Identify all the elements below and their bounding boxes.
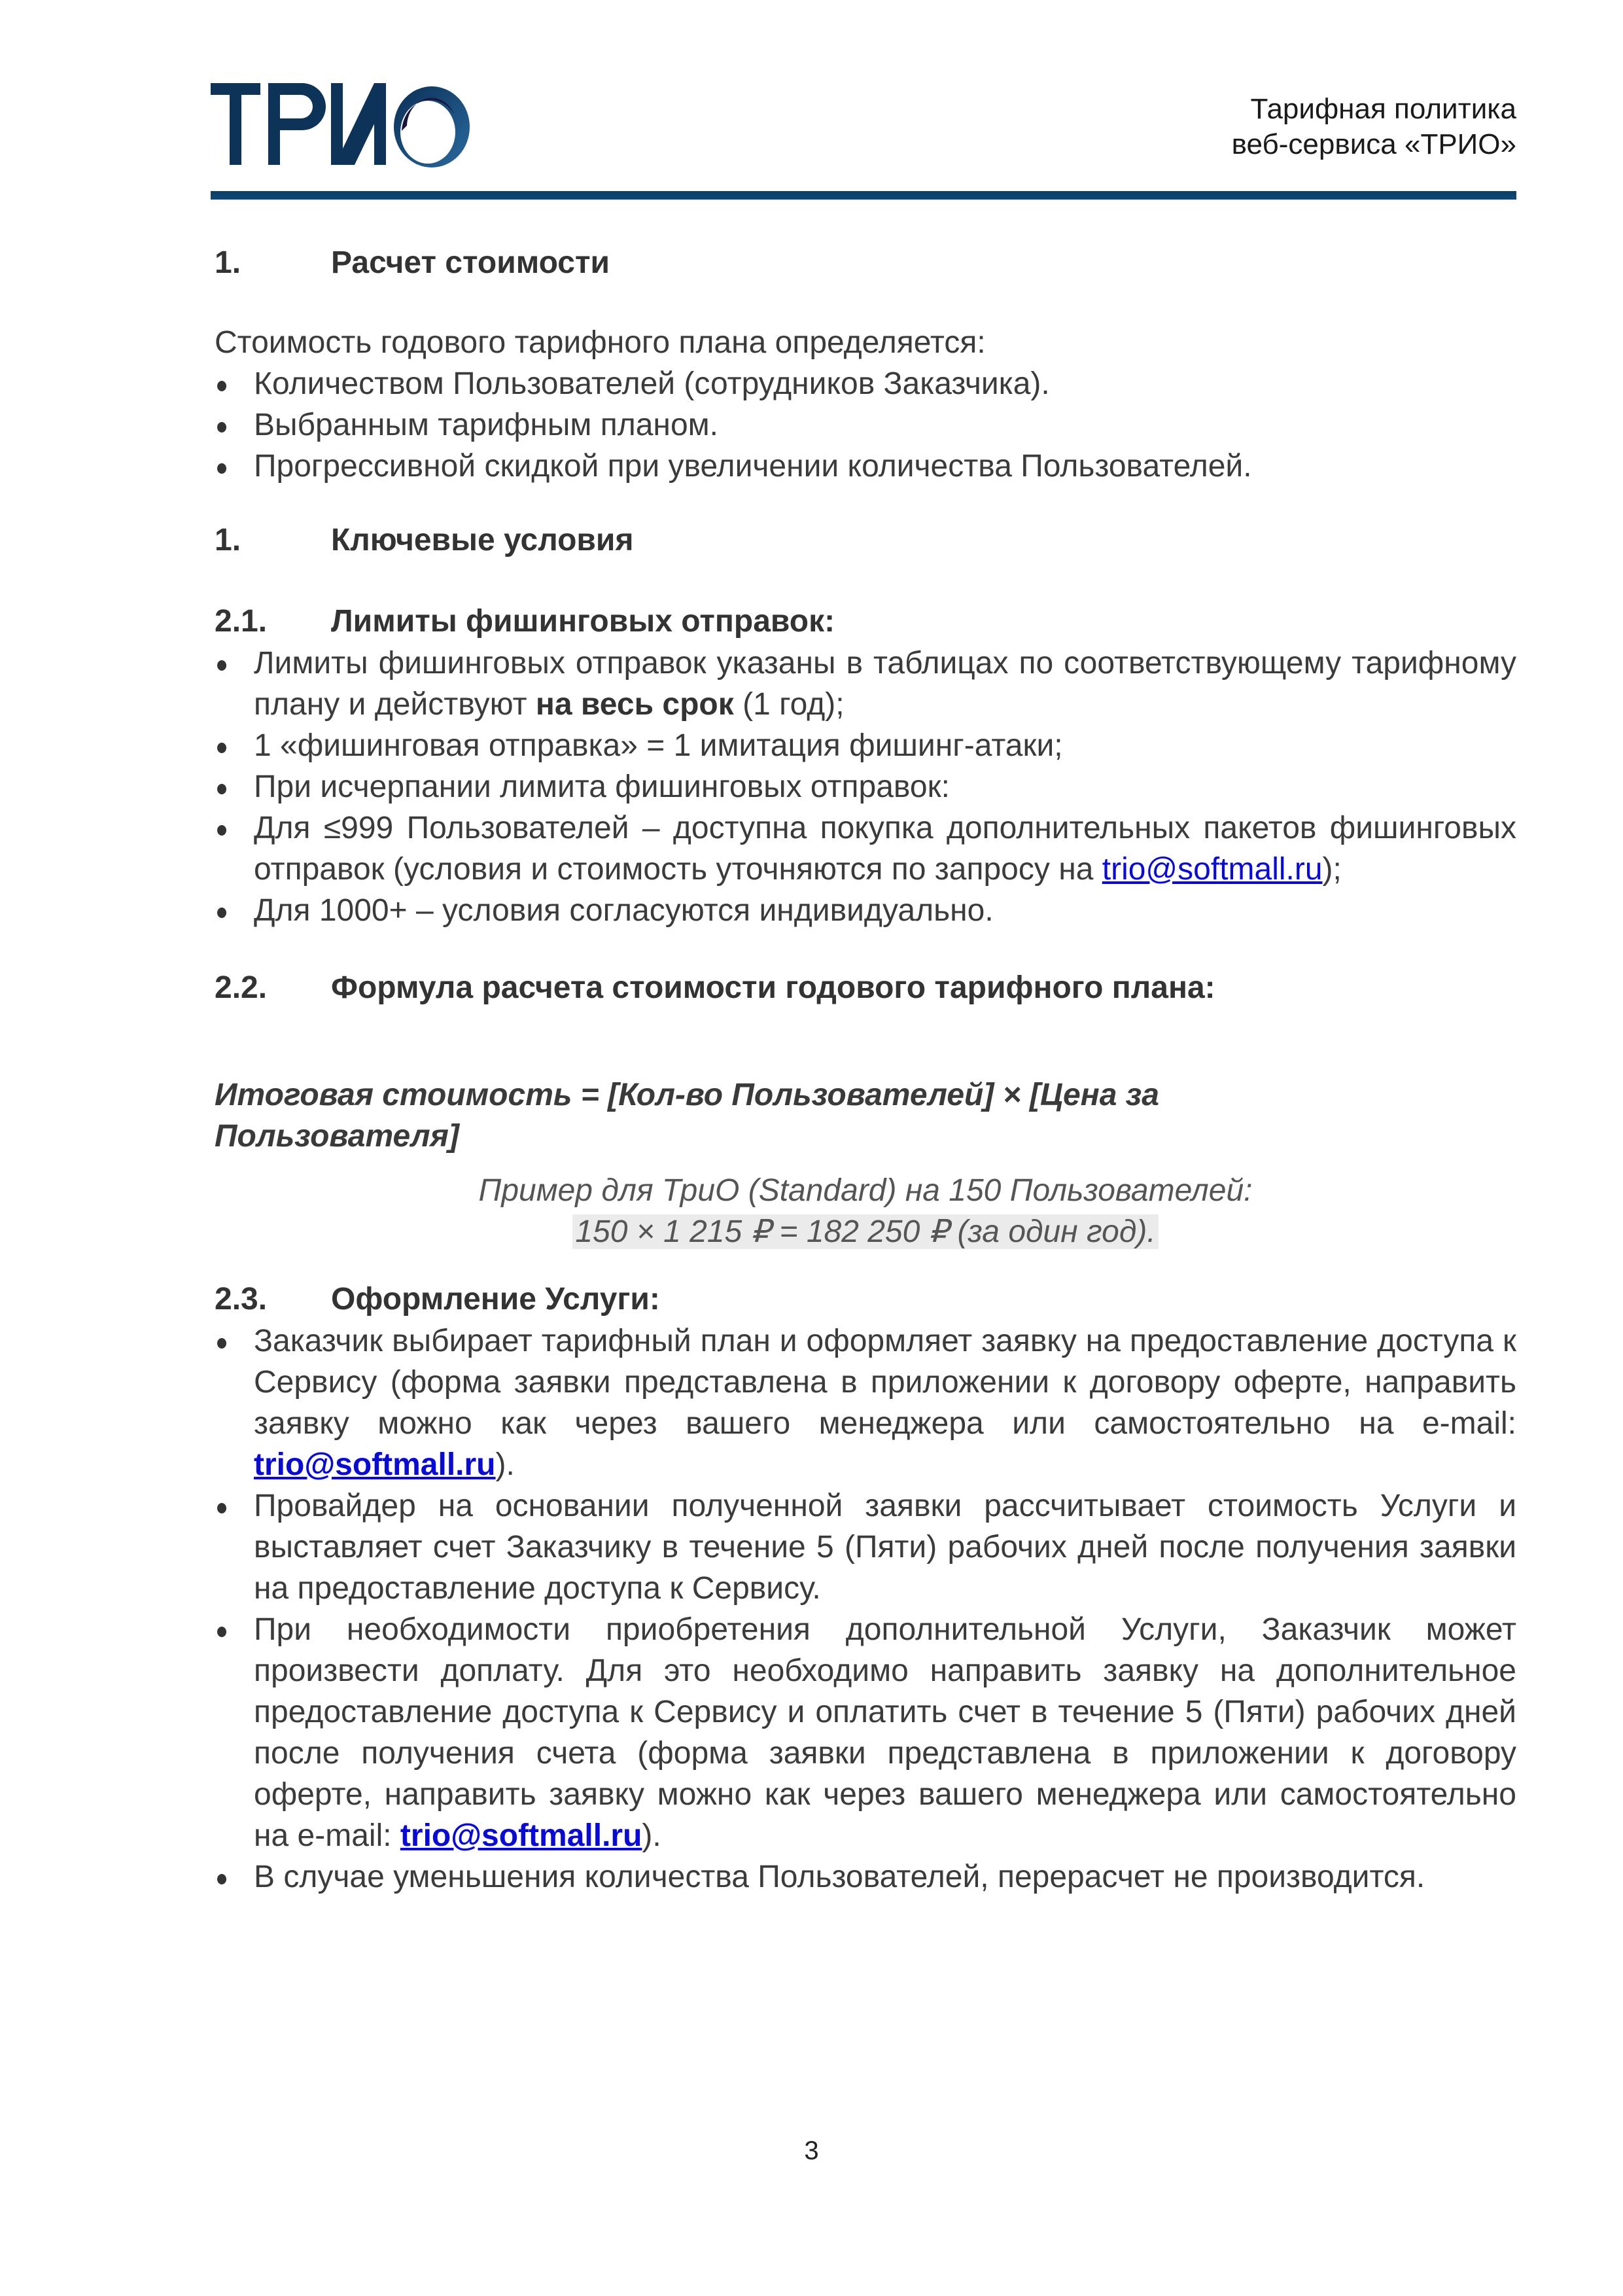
list-item: Прогрессивной скидкой при увеличении количества Пользователей.	[215, 446, 1516, 487]
email-link[interactable]: trio@softmall.ru	[1102, 852, 1323, 887]
text: Заказчик выбирает тарифный план и оформляет заявку на предоставление доступа к Сервису (форма заявки представлена в приложении к договору оферте, направить заявку можно как через вашего менеджера или самостоятельно на e-mail:	[254, 1324, 1516, 1441]
pricing-example	[215, 1170, 1516, 1252]
service-ordering-list	[215, 1320, 1516, 1898]
pricing-formula: Итоговая стоимость = [Кол-во Пользователей] × [Цена за Пользователя]	[215, 1078, 1159, 1154]
cost-factors-list	[215, 363, 1516, 487]
phishing-limits-list	[215, 643, 1516, 931]
example-calculation: 150 × 1 215 ₽ = 182 250 ₽ (за один год).	[572, 1214, 1158, 1249]
text: Лимиты фишинговых отправок указаны в таблицах по соответствующему тарифному плану и действуют	[254, 646, 1516, 722]
text: При необходимости приобретения дополнительной Услуги, Заказчик может произвести доплату. Для это необходимо направить заявку на дополнительное предоставление доступа к Сервису и оплатить счет в течение 5 (Пяти) рабочих дней после получения счета (форма заявки представлена в приложении к договору оферте, направить заявку можно как через вашего менеджера или самостоятельно на e-mail:	[254, 1612, 1516, 1853]
list-item: Выбранным тарифным планом.	[215, 404, 1516, 446]
text: ).	[495, 1447, 515, 1482]
list-item	[215, 1609, 1516, 1856]
example-caption: Пример для ТриО (Standard) на 150 Пользователей:	[478, 1173, 1253, 1208]
document-body	[215, 242, 1516, 1898]
text: );	[1322, 852, 1342, 887]
list-item: Для 1000+ – условия согласуются индивидуально.	[215, 890, 1516, 931]
text: Для ≤999 Пользователей – доступна покупка дополнительных пакетов фишинговых отправок (условия и стоимость уточняются по запросу на	[254, 811, 1516, 887]
section-number: 1.	[215, 523, 241, 557]
subsection-heading-formula	[215, 967, 1516, 1009]
subsection-heading-phishing-limits	[215, 601, 1516, 643]
document-header-title	[1232, 92, 1516, 162]
list-item: Количеством Пользователей (сотрудников Заказчика).	[215, 363, 1516, 404]
text: ).	[642, 1818, 661, 1853]
section-number: 1.	[215, 245, 241, 280]
list-item: 1 «фишинговая отправка» = 1 имитация фишинг-атаки;	[215, 725, 1516, 766]
trio-logo	[211, 80, 479, 171]
header-title-line2: веб-сервиса «ТРИО»	[1231, 128, 1516, 160]
list-item	[215, 807, 1516, 890]
trio-logo-icon	[211, 80, 479, 171]
list-item	[215, 1320, 1516, 1485]
section-title: Оформление Услуги:	[331, 1282, 660, 1316]
section-heading-key-conditions	[215, 520, 1516, 561]
list-item: При исчерпании лимита фишинговых отправок:	[215, 766, 1516, 807]
section-title: Ключевые условия	[331, 523, 634, 557]
section-number: 2.3.	[215, 1282, 268, 1316]
text: (1 год);	[733, 687, 845, 722]
emphasis-whole-term: на весь срок	[535, 687, 734, 722]
section-number: 2.2.	[215, 970, 268, 1005]
section-title: Лимиты фишинговых отправок:	[331, 604, 835, 639]
list-item: В случае уменьшения количества Пользователей, перерасчет не производится.	[215, 1856, 1516, 1898]
header-title-line1: Тарифная политика	[1250, 93, 1516, 125]
list-item: Провайдер на основании полученной заявки рассчитывает стоимость Услуги и выставляет счет Заказчику в течение 5 (Пяти) рабочих дней после получения заявки на предоставление доступа к Сервису.	[215, 1485, 1516, 1609]
page-number: 3	[804, 2136, 819, 2165]
cost-intro: Стоимость годового тарифного плана определяется:	[215, 325, 986, 360]
list-item	[215, 643, 1516, 725]
header-divider	[211, 191, 1516, 200]
section-heading-cost-calculation	[215, 242, 1516, 284]
section-title: Расчет стоимости	[331, 245, 610, 280]
email-link[interactable]: trio@softmall.ru	[254, 1447, 496, 1482]
section-title: Формула расчета стоимости годового тарифного плана:	[331, 970, 1215, 1005]
email-link[interactable]: trio@softmall.ru	[400, 1818, 642, 1853]
subsection-heading-service-ordering	[215, 1279, 1516, 1320]
section-number: 2.1.	[215, 604, 268, 639]
